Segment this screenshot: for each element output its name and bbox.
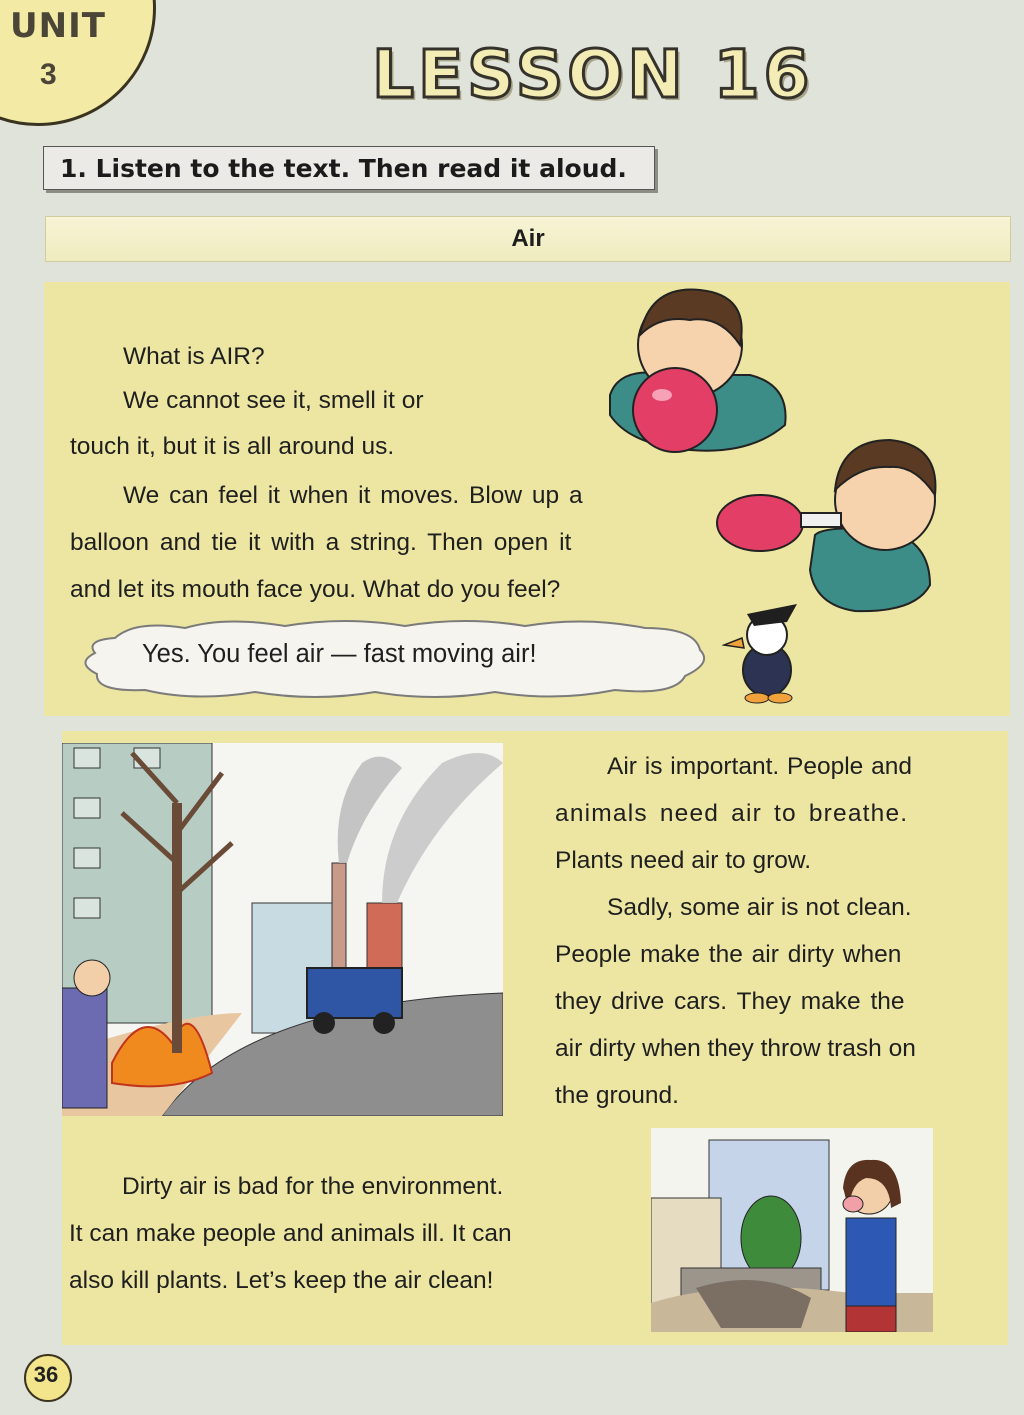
paragraph-line: Plants need air to grow. [555,847,812,874]
page-number: 36 [33,1362,59,1387]
instruction-text: 1. Listen to the text. Then read it aloud. [60,154,627,183]
paragraph-line: balloon and tie it with a string. Then open it [70,529,572,556]
girl-covering-nose-trash-illustration [651,1128,933,1332]
unit-label: UNIT [10,6,106,46]
paragraph-line: and let its mouth face you. What do you feel? [70,576,561,603]
paragraph-line: animals need air to breathe. [555,800,909,827]
boy-releasing-balloon-illustration [715,435,945,615]
paragraph-line: touch it, but it is all around us. [70,433,395,460]
text-title-band [45,216,1011,262]
paragraph-line: People make the air dirty when [555,941,902,968]
paragraph-line: air dirty when they throw trash on [555,1035,916,1062]
unit-number: 3 [40,58,57,91]
paragraph-line: It can make people and animals ill. It can [69,1220,512,1247]
paragraph-line: What is AIR? [123,343,265,370]
lesson-title: LESSON 16 [372,36,814,113]
paragraph-line: they drive cars. They make the [555,988,905,1015]
duck-mascot-icon [722,600,817,705]
paragraph-line: Air is important. People and [607,753,912,780]
paragraph-line: the ground. [555,1082,679,1109]
paragraph-line: Sadly, some air is not clean. [607,894,912,921]
speech-cloud-text: Yes. You feel air — fast moving air! [142,640,537,668]
paragraph-line: We cannot see it, smell it or [123,387,424,414]
paragraph-line: also kill plants. Let’s keep the air clean! [69,1267,494,1294]
instruction-box [43,146,655,190]
paragraph-line: We can feel it when it moves. Blow up a [123,482,583,509]
paragraph-line: Dirty air is bad for the environment. [122,1173,504,1200]
text-title: Air [511,225,545,252]
air-pollution-street-illustration [62,743,503,1116]
